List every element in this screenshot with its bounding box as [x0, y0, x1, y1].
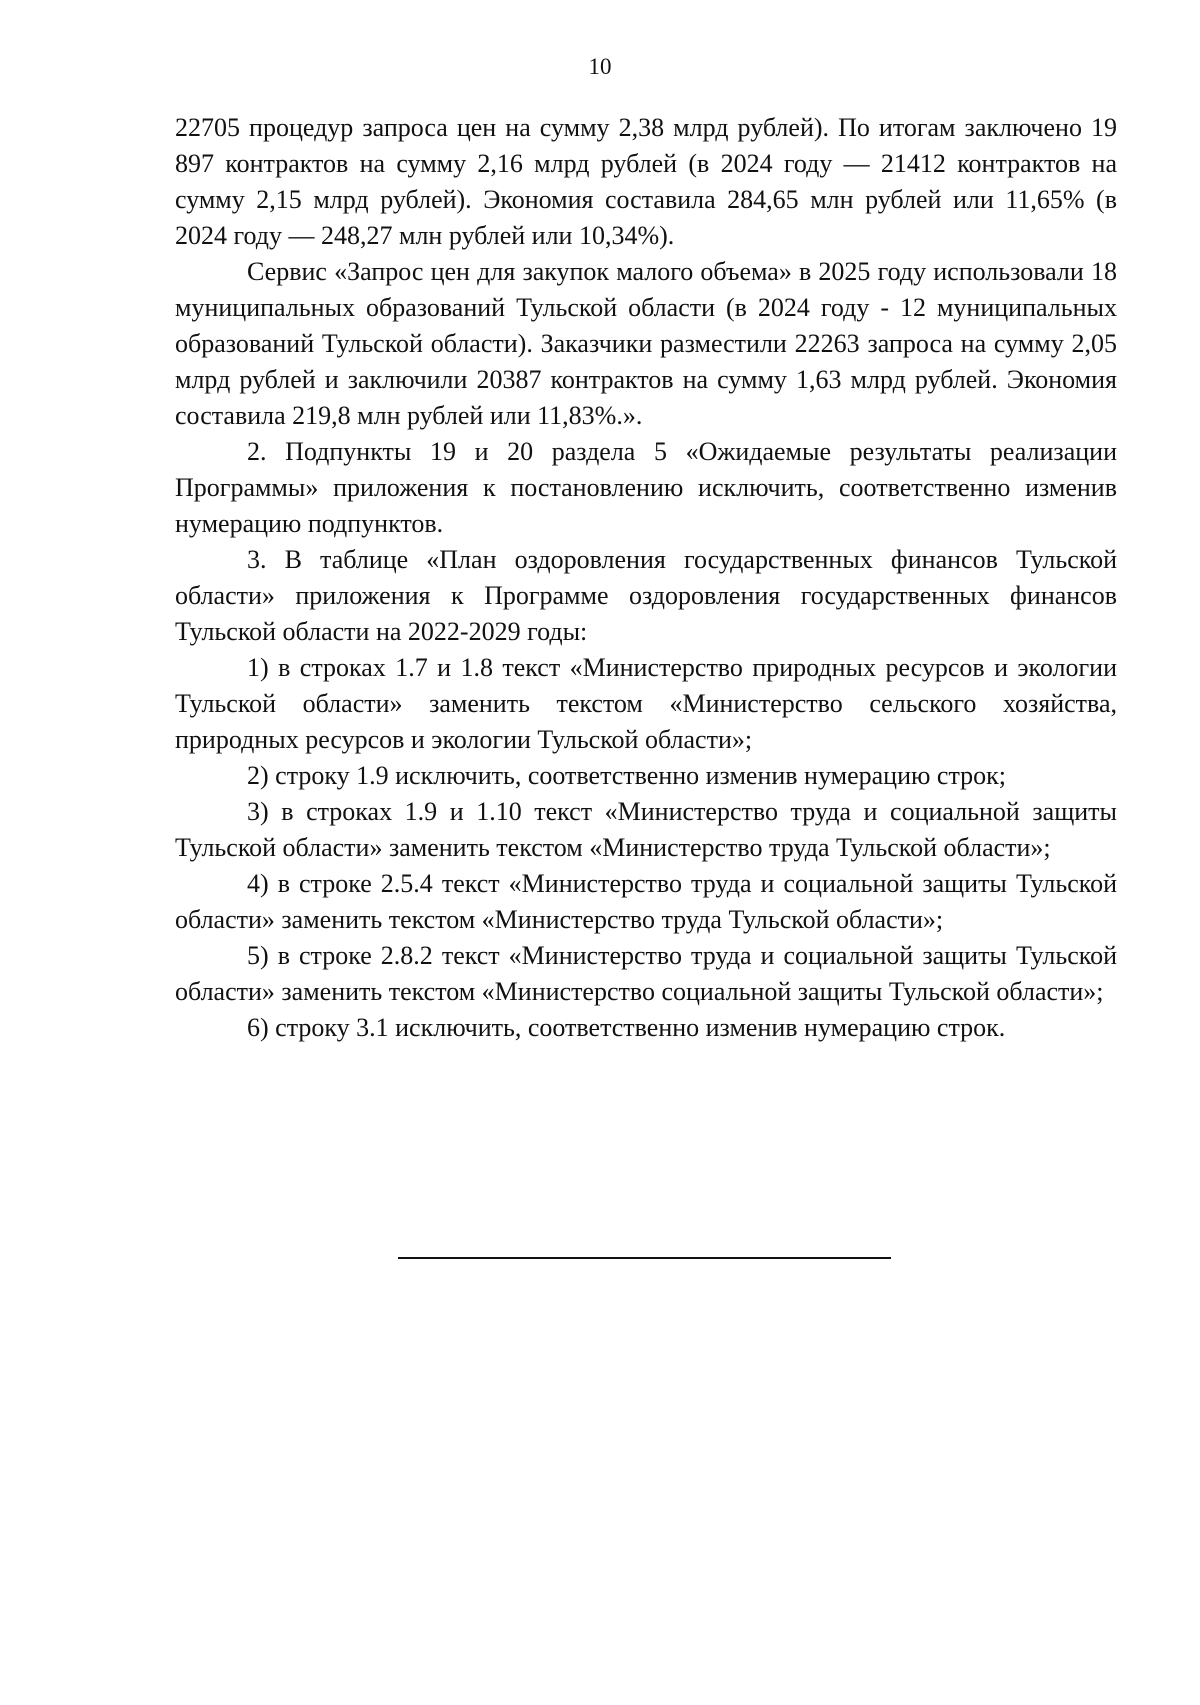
- subitem-4: 4) в строке 2.5.4 текст «Министерство труда и социальной защиты Тульской области» заменить текстом «Министерство труда Тульской области»;: [175, 869, 1117, 934]
- document-body: [175, 110, 1117, 1046]
- paragraph-price-request-service: Сервис «Запрос цен для закупок малого объема» в 2025 году использовали 18 муниципальных образований Тульской области (в 2024 году - 12 муниципальных образований Тульской области). Заказчики разместили 22263 запроса на сумму 2,05 млрд рублей и заключили 20387 контрактов на сумму 1,63 млрд рублей. Экономия составила 219,8 млн рублей или 11,83%.».: [175, 257, 1117, 430]
- subitem-2: 2) строку 1.9 исключить, соответственно изменив нумерацию строк;: [247, 761, 1006, 790]
- end-divider-line: [398, 1257, 891, 1259]
- subitem-1: 1) в строках 1.7 и 1.8 текст «Министерство природных ресурсов и экологии Тульской области» заменить текстом «Министерство сельского хозяйства, природных ресурсов и экологии Тульской области»;: [175, 653, 1117, 754]
- paragraph-item-2: 2. Подпункты 19 и 20 раздела 5 «Ожидаемые результаты реализации Программы» приложения к постановлению исключить, соответственно изменив нумерацию подпунктов.: [175, 437, 1117, 538]
- paragraph-savings-summary: 22705 процедур запроса цен на сумму 2,38 млрд рублей). По итогам заключено 19 897 контрактов на сумму 2,16 млрд рублей (в 2024 году — 21412 контрактов на сумму 2,15 млрд рублей). Экономия составила 284,65 млн рублей или 11,65% (в 2024 году — 248,27 млн рублей или 10,34%).: [175, 113, 1117, 250]
- subitem-6: 6) строку 3.1 исключить, соответственно изменив нумерацию строк.: [247, 1013, 1006, 1042]
- paragraph-item-3: 3. В таблице «План оздоровления государственных финансов Тульской области» приложения к Программе оздоровления государственных финансов Тульской области на 2022-2029 годы:: [175, 545, 1117, 646]
- subitem-5: 5) в строке 2.8.2 текст «Министерство труда и социальной защиты Тульской области» заменить текстом «Министерство социальной защиты Тульской области»;: [175, 941, 1117, 1006]
- subitem-3: 3) в строках 1.9 и 1.10 текст «Министерство труда и социальной защиты Тульской области» заменить текстом «Министерство труда Тульской области»;: [175, 797, 1117, 862]
- page-number: 10: [588, 54, 612, 79]
